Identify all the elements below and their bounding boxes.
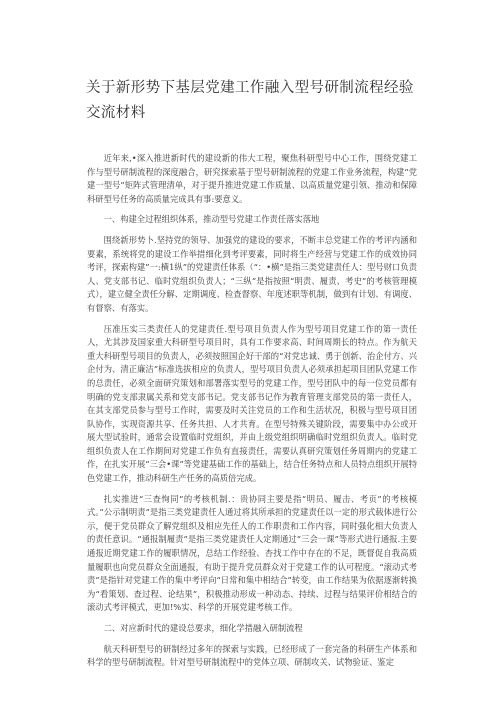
section-heading: 二、对应新时代的建设总要求，细化学措融入研制流程 xyxy=(103,623,303,633)
body-paragraph: 围绕新形势卜.坚持党的领导、加强党的建设的要求，不断丰总党建工作的考评内涵和要素，系统将党的建设工作举措细化到考评要素，同时将生产经营与党建工作的成效协同考评，探索构建”一:横1纵”的党建责任体系（“：•横”是指三类党建责任人：型号财口负责人、党支部书记、临时党组织负责人；“三纵”是指按照“明责、履责、考史”的考核管理模式），建立健全责任分解、定期调度、检查督察、年度述职等机制，做到有计划、有调度、有督察、有落实。 xyxy=(87,234,417,313)
body-paragraph: 航天科研型号的研制经过多年的探索与实践，已经形成了一套完备的科研生产体系和科学的型号研制流程。针对型号研制流程中的党体立项、研制攻关、试物验证、鉴定 xyxy=(87,643,417,668)
document-title: 关于新形势下基层党建工作融入型号研制流程经验交流材料 xyxy=(86,80,414,121)
body-paragraph: 扎实推进“三查恂同”的考核机制.：贵协同主要是指“明员、履击、考页”的考核模式。”公示制明责”是指三类党建责任人通过将其所承担的党建责任以一定的形式载体进行公示，便于党员群众了解党组织及相应先任人的工作职责和工作内容，同时强化相大负责人的责任意识。“通报制履责”是指三类党建责任人定期通过“三会一课”等形式进行通报.主要通报近期党建工作的履职情况，总结工作经验、杏找工作中存在的不足，既督促自我高质量履职也向党员群众全面通报，有助于提升党员群众对于党建工作的认可程度。“滚动式考责”是指针对党建工作的集中考评向“日常和集中相结合”转变，由工作结果为依据逐渐转换为“看策划、查过程、论结果”，积极推动形成一种动态、持续、过程与结果评价相结合的滚动式考评模式，更加!%实、科学的开展党建考核工作。 xyxy=(87,493,417,613)
body-paragraph: 近年来,•深入推进新时代的建设新的伟大工程，聚焦科研型号中心工作，围绕党建工作与型号研制流程的深度融合，研究探索基于型号研制流程的党建工作业务流程，构建“党建一型号”矩阵式管理清单，对于提升推进党建工作质量、以高质量党建引领、推动和保障科研型号任务的高质量完成具有事:要意义。 xyxy=(87,153,417,204)
section-heading: 一、构建全过程组织体系，推动型号党建工作责任落实落地 xyxy=(103,214,320,225)
body-paragraph: 压准压实三类责任人的党建责任.型号项目负责人作为型号项目党建工作的第一责任人，尤其涉及国家重大科研型号项目时，具有工作要求高、时间周期长的特点。作为航天重大科研型号项目的负责人，必须按照国企好干部的“对党忠诚、勇于创新、治企付方、兴企付为、清正廉洁”标准选拔相应的负责人，型号项目负责人必须承担起项目团队党建工作的总责任，必须全面研究策划和部署落实型号的党建工作，型号团队中的每一位党员都有明确的党支部隶属关系和党支部书记。党支部书记作为教育管理支部党员的第一责任人，在其支部党员参与型号工作时，需要及时关注党员的工作和生活状况，积极与型号项目团队协作，实现资源共享、任务共担、人才共育。在型号特殊关键阶段，需要集中办公或开展大型试验时，通常会设置临时党组织，并由上级党组织明确临时党组织负责人。临时党组织负责人在工作期间对党建工作负有直接责任，需要认真研究策划任务周期内的党建工作，在扎实开展“三会•课”等党建基础工作的基础上，结合任务特点和人员特点组织开展特色党建工作，推动科研生产任务的高质倍完成。 xyxy=(87,323,417,484)
document-body xyxy=(87,152,417,677)
